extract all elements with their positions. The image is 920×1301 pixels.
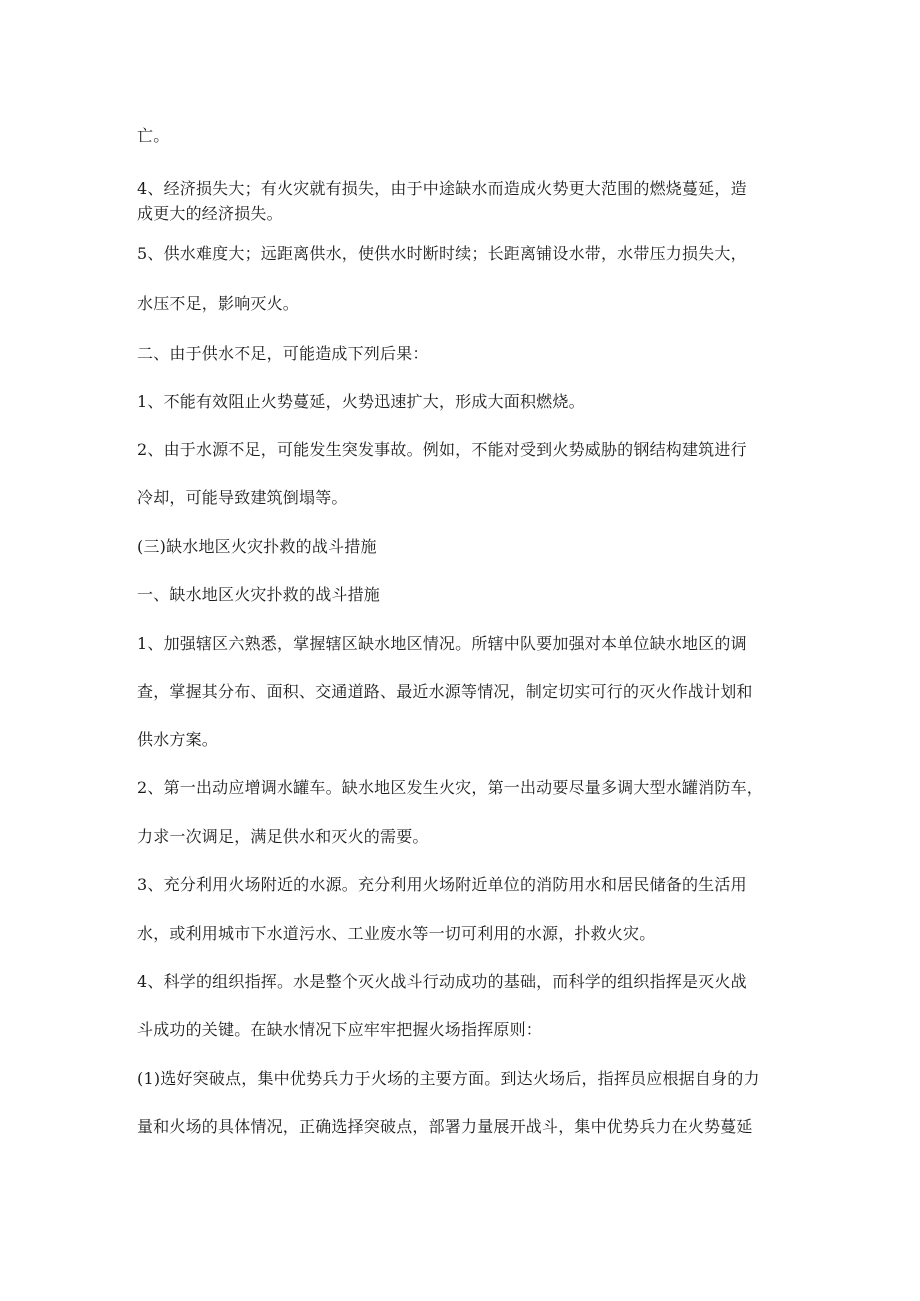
- text-line-14: 供水方案。: [137, 730, 219, 749]
- text-line-21: (1)选好突破点，集中优势兵力于火场的主要方面。到达火场后，指挥员应根据自身的力: [137, 1069, 760, 1088]
- text-line-1: 亡。: [137, 126, 170, 145]
- text-line-10: (三)缺水地区火灾扑救的战斗措施: [137, 537, 377, 556]
- text-line-2: 4、经济损失大；有火灾就有损失，由于中途缺水而造成火势更大范围的燃烧蔓延，造: [137, 179, 747, 198]
- text-line-17: 3、充分利用火场附近的水源。充分利用火场附近单位的消防用水和居民储备的生活用: [137, 875, 747, 894]
- text-line-7: 1、不能有效阻止火势蔓延，火势迅速扩大，形成大面积燃烧。: [137, 392, 585, 411]
- text-line-13: 查，掌握其分布、面积、交通道路、最近水源等情况，制定切实可行的灭火作战计划和: [137, 682, 753, 701]
- text-line-8: 2、由于水源不足，可能发生突发事故。例如，不能对受到火势威胁的钢结构建筑进行: [137, 440, 747, 459]
- text-line-6: 二、由于供水不足，可能造成下列后果：: [137, 344, 429, 363]
- text-line-15: 2、第一出动应增调水罐车。缺水地区发生火灾，第一出动要尽量多调大型水罐消防车，: [137, 778, 763, 797]
- text-line-4: 5、供水难度大；远距离供水，使供水时断时续；长距离铺设水带，水带压力损失大，: [137, 244, 747, 263]
- text-line-11: 一、缺水地区火灾扑救的战斗措施: [137, 585, 381, 604]
- text-line-5: 水压不足，影响灭火。: [137, 294, 300, 313]
- text-line-12: 1、加强辖区六熟悉，掌握辖区缺水地区情况。所辖中队要加强对本单位缺水地区的调: [137, 634, 747, 653]
- text-line-18: 水，或利用城市下水道污水、工业废水等一切可利用的水源，扑救火灾。: [137, 924, 656, 943]
- text-line-20: 斗成功的关键。在缺水情况下应牢牢把握火场指挥原则：: [137, 1020, 543, 1039]
- text-line-19: 4、科学的组织指挥。水是整个灭火战斗行动成功的基础，而科学的组织指挥是灭火战: [137, 972, 747, 991]
- text-line-16: 力求一次调足，满足供水和灭火的需要。: [137, 827, 429, 846]
- text-line-3: 成更大的经济损失。: [137, 204, 283, 223]
- text-line-22: 量和火场的具体情况，正确选择突破点，部署力量展开战斗，集中优势兵力在火势蔓延: [137, 1117, 753, 1136]
- text-line-9: 冷却，可能导致建筑倒塌等。: [137, 488, 348, 507]
